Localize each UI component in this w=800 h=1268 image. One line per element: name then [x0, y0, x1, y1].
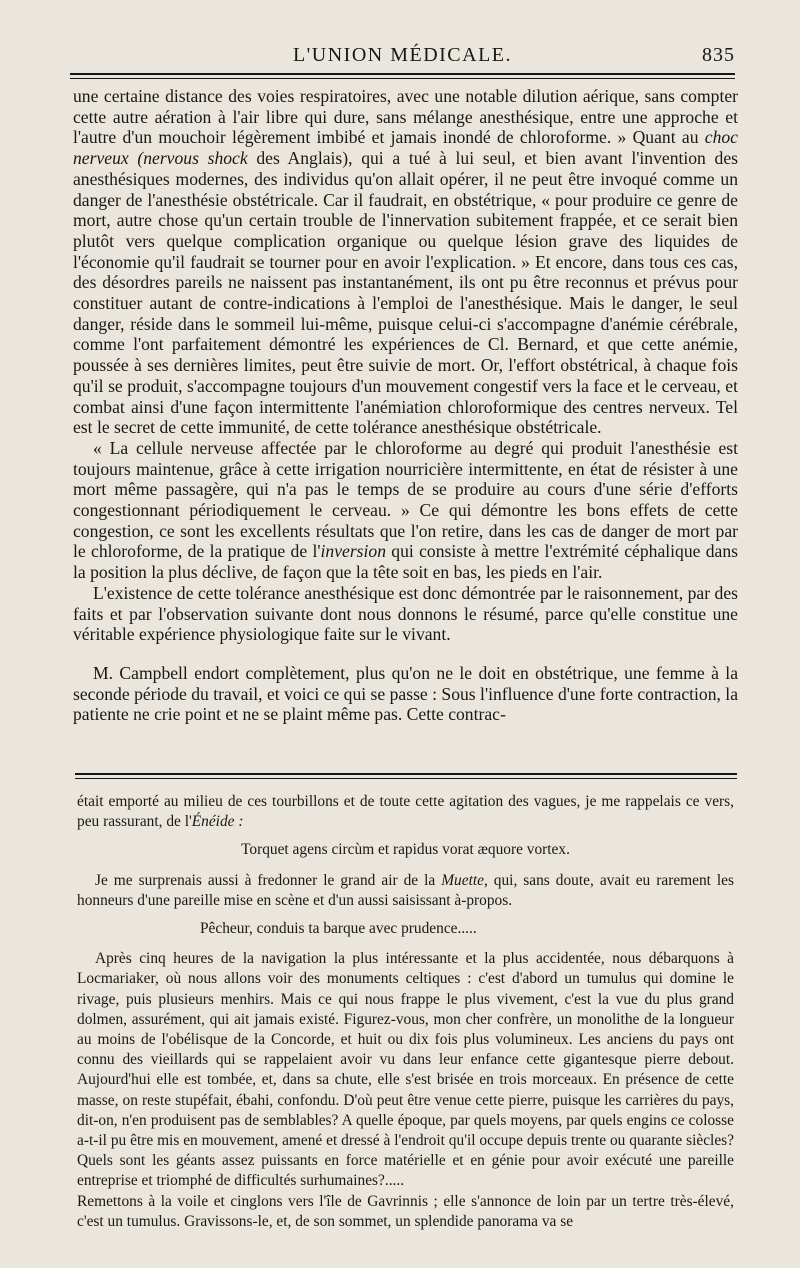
header-rule	[70, 73, 735, 75]
page-number: 835	[702, 44, 735, 66]
page-header	[70, 44, 735, 70]
song-verse: Pêcheur, conduis ta barque avec prudence.....	[200, 920, 477, 938]
note-paragraph-4: Remettons à la voile et cinglons vers l'île de Gavrinnis ; elle s'annonce de loin par un tertre très-élevé, c'est un tumulus. Gravissons-le, et, de son sommet, un splendide panorama va se	[77, 1192, 734, 1230]
paragraph-3: L'existence de cette tolérance anesthésique est donc démontrée par le raisonnement, par des faits et par l'observation suivante dont nous donnons le résumé, parce qu'elle constitue une véritable expérience physiologique faite sur le vivant.	[73, 582, 738, 645]
header-rule-thin	[70, 78, 735, 79]
feuilleton-body	[77, 792, 734, 1232]
latin-verse: Torquet agens circùm et rapidus vorat æquore vortex.	[241, 841, 570, 859]
paragraph-2: « La cellule nerveuse affectée par le chloroforme au degré qui produit l'anesthésie est toujours maintenue, grâce à cette irrigation nourricière intermittente, en état de résister à une mort même passagère, qui n'a pas le temps de se produire au cours d'une série d'efforts congestionnant périodiquement le cerveau. » Ce qui démontre les bons effets de cette congestion, ce sont les excellents résultats que l'on retire, dans les cas de danger de mort par le chloroforme, de la pratique de l'inversion qui consiste à mettre l'extrémité céphalique dans la position la plus déclive, de façon que la tête soit en bas, les pieds en l'air.	[73, 437, 738, 583]
main-article-body	[73, 86, 738, 725]
footnote-separator-rule-thin	[75, 778, 737, 779]
running-title: L'UNION MÉDICALE.	[292, 44, 513, 66]
note-paragraph-1: était emporté au milieu de ces tourbillons et de toute cette agitation des vagues, je me rappelais ce vers, peu rassurant, de l'Énéide :	[77, 793, 734, 831]
note-paragraph-3: Après cinq heures de la navigation la plus intéressante et la plus accidentée, nous débarquons à Locmariaker, où nous allons voir des monuments celtiques : c'est d'abord un tumulus qui domine le rivage, puis plusieurs menhirs. Mais ce qui nous frappe le plus vivement, c'est la vue du plus grand dolmen, assurément, qui ait jamais existé. Figurez-vous, mon cher confrère, un monolithe de la longueur au moins de l'obélisque de la Concorde, et huit ou dix fois plus volumineux. Les anciens du pays ont connu des vieillards qui se rappelaient avoir vu dans leur enfance cette gigantesque pierre debout. Aujourd'hui elle est tombée, et, dans sa chute, elle s'est brisée en trois morceaux. En présence de cette masse, on reste stupéfait, ébahi, confondu. D'où peut être venue cette pierre, puisque les carrières du pays, dit-on, n'en produisent pas de semblables? A quelle époque, par quels moyens, par quels engins ce colosse a-t-il pu être mis en mouvement, amené et dressé à l'endroit qu'il occupe depuis trente ou quarante siècles? Quels sont les géants assez puissants en force matérielle et en génie pour avoir exécuté une pareille entreprise et triomphé de difficultés surhumaines?.....	[77, 950, 734, 1190]
paragraph-4: M. Campbell endort complètement, plus qu'on ne le doit en obstétrique, une femme à la seconde période du travail, et voici ce qui se passe : Sous l'influence d'une forte contraction, la patiente ne crie point et ne se plaint même pas. Cette contrac-	[73, 662, 738, 725]
note-paragraph-2: Je me surprenais aussi à fredonner le grand air de la Muette, qui, sans doute, avait eu rarement les honneurs d'une pareille mise en scène et d'un aussi saisissant à-propos.	[77, 871, 735, 909]
footnote-separator-rule	[75, 773, 737, 775]
paragraph-1: une certaine distance des voies respiratoires, avec une notable dilution aérique, sans compter cette autre aération à l'air libre qui dure, sans mélange anesthésique, entre une approche et l'autre d'un mouchoir légèrement imbibé et jamais inondé de chloroforme. » Quant au choc nerveux (nervous shock des Anglais), qui a tué à lui seul, et bien avant l'invention des anesthésiques modernes, des individus qu'on allait opérer, il ne peut être invoqué comme un danger de l'anesthésie obstétricale. Car il faudrait, en obstétrique, « pour produire ce genre de mort, autre chose qu'un certain trouble de l'innervation subitement frappée, et ce serait bien plutôt vers quelque complication organique ou quelque lésion grave des liquides de l'économie qu'il faudrait se tourner pour en avoir l'explication. » Et encore, dans tous ces cas, des désordres pareils ne naissent pas instantanément, ils ont pu être reconnus et prévus pour constituer autant de contre-indications à l'emploi de l'anesthésique. Mais le danger, le seul danger, réside dans le sommeil lui-même, puisque celui-ci s'accompagne d'anémie cérébrale, comme l'ont parfaitement démontré les expériences de Cl. Bernard, et que cette anémie, poussée à ses dernières limites, peut être suivie de mort. Or, l'effort obstétrical, à chaque fois qu'il se produit, s'accompagne toujours d'un mouvement congestif vers la face et le cerveau, et combat ainsi d'une façon intermittente l'anémiation chloroformique des centres nerveux. Tel est le secret de cette immunité, de cette tolérance anesthésique obstétricale.	[73, 86, 738, 438]
